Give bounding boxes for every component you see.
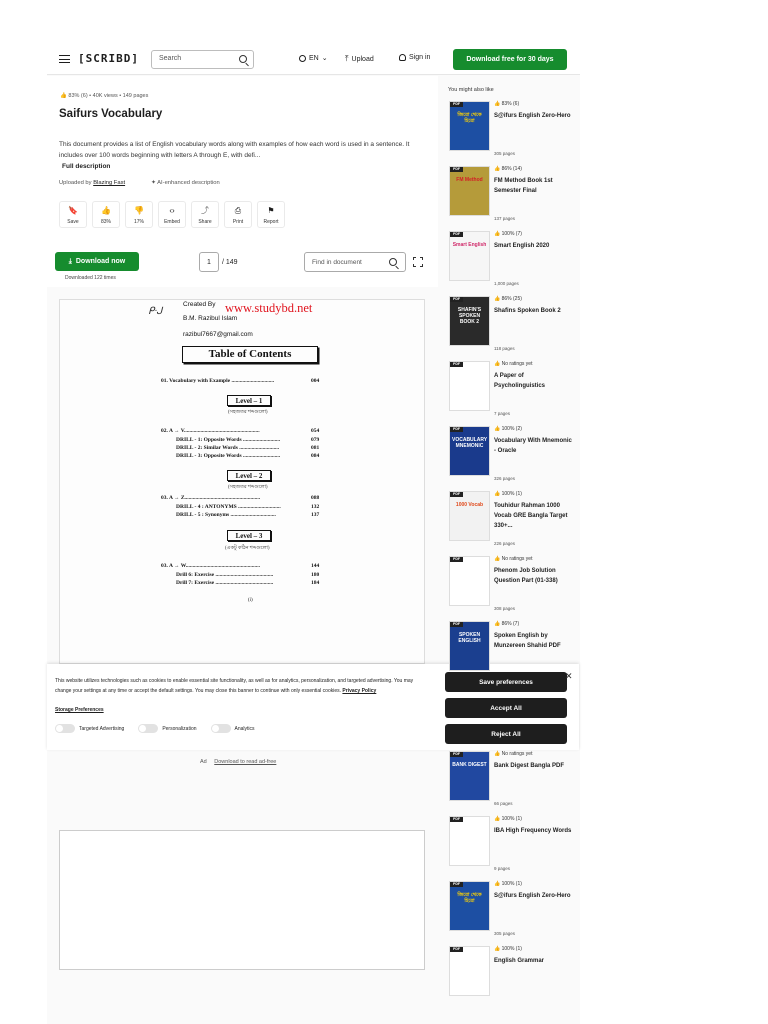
thumbnail-text: 1000 Vocab — [455, 502, 484, 508]
download-free-button[interactable]: Download free for 30 days — [453, 49, 567, 70]
related-document-title[interactable]: A Paper of Psycholinguistics — [494, 373, 546, 389]
download-count: Downloaded 122 times — [65, 275, 116, 281]
thumbs-up-icon: 👍 — [60, 93, 67, 99]
related-document-item[interactable] — [448, 621, 573, 683]
handwritten-scribble: ᑷᒍ — [148, 306, 163, 317]
search-icon[interactable] — [239, 55, 247, 63]
document-thumbnail[interactable] — [449, 556, 490, 606]
upload-label: Upload — [351, 55, 374, 63]
thumbnail-text: জিরো থেকে হিরো — [457, 112, 482, 124]
pdf-badge: PDF — [450, 622, 463, 627]
full-description-link[interactable]: Full description — [62, 163, 111, 170]
thumbs-up-icon: 👍 — [101, 206, 111, 215]
pdf-badge: PDF — [450, 557, 463, 562]
rating: 👍 100% (7) — [494, 231, 522, 237]
toggle-personalization[interactable] — [138, 724, 196, 733]
action-bar — [59, 201, 285, 228]
privacy-policy-link[interactable]: Privacy Policy — [342, 688, 377, 694]
bookmark-icon: 🔖 — [68, 206, 78, 215]
share-icon: ⤴ — [201, 206, 209, 215]
related-document-item[interactable] — [448, 361, 573, 423]
rating: 👍 No ratings yet — [494, 751, 533, 757]
rating: 👍 100% (1) — [494, 491, 522, 497]
rating: 👍 86% (25) — [494, 296, 522, 302]
thumbnail-text: VOCABULARY MNEMONIC — [452, 437, 488, 449]
search-input[interactable] — [151, 50, 254, 69]
download-now-button[interactable] — [55, 252, 139, 271]
document-thumbnail[interactable] — [449, 751, 490, 801]
toggle-targeted-advertising[interactable] — [55, 724, 124, 733]
sign-in-button[interactable] — [399, 54, 430, 61]
related-document-title[interactable]: S@ifurs English Zero-Hero — [494, 113, 571, 119]
print-button[interactable] — [224, 201, 252, 228]
language-selector[interactable] — [299, 54, 328, 62]
thumbs-up-icon: 👍 — [494, 426, 501, 432]
thumbs-up-icon: 👍 — [494, 556, 501, 562]
thumbs-up-icon: 👍 — [494, 816, 501, 822]
upload-icon: ⤒ — [345, 54, 349, 63]
cookie-toggles — [55, 724, 255, 733]
toc-entry: 03. A → W...................................................... 144 — [161, 563, 320, 569]
pdf-badge: PDF — [450, 102, 463, 107]
uploaded-by-label: Uploaded by — [59, 180, 92, 186]
document-thumbnail[interactable] — [449, 166, 490, 216]
thumbnail-text: জিরো থেকে হিরো — [457, 892, 482, 904]
related-document-item[interactable] — [448, 751, 573, 813]
cookie-message: This website utilizes technologies such as cookies to enable essential site functionality, as well as for analytics, personalization, and targeted advertising. You may change your settings at any time or accept the default settings. You may close this banner to continue with only essential cookies. — [55, 678, 414, 694]
search-icon[interactable] — [389, 258, 397, 266]
document-thumbnail[interactable] — [449, 101, 490, 151]
pdf-badge: PDF — [450, 947, 463, 952]
page-count: 137 pages — [494, 216, 516, 221]
embed-button[interactable] — [158, 201, 186, 228]
toggle-analytics[interactable] — [211, 724, 255, 733]
document-thumbnail[interactable] — [449, 426, 490, 476]
report-label: Report — [263, 219, 279, 225]
language-label: EN — [309, 54, 319, 62]
page-count: 326 pages — [494, 476, 516, 481]
page-number-input[interactable]: 1 — [199, 252, 219, 272]
chevron-down-icon: ⌄ — [321, 55, 328, 62]
related-document-item[interactable] — [448, 556, 573, 618]
thumbs-up-icon: 👍 — [494, 166, 501, 172]
pdf-badge: PDF — [450, 232, 463, 237]
rating: 👍 100% (1) — [494, 816, 522, 822]
rating: 👍 No ratings yet — [494, 361, 533, 367]
related-document-item[interactable] — [448, 231, 573, 293]
page-footer-number: (i) — [248, 598, 253, 603]
related-document-title[interactable]: FM Method Book 1st Semester Final — [494, 178, 553, 194]
related-document-item[interactable] — [448, 101, 573, 163]
cookie-text — [55, 676, 420, 696]
page-count: 226 pages — [494, 541, 516, 546]
toc-entry: 01. Vocabulary with Example ............................... 004 — [161, 378, 320, 384]
search-placeholder: Search — [159, 55, 182, 62]
document-thumbnail[interactable] — [449, 491, 490, 541]
level-3-box: Level – 3 — [227, 530, 271, 541]
level-2-box: Level – 2 — [227, 470, 271, 481]
related-document-item[interactable] — [448, 491, 573, 553]
flag-icon: ⚑ — [267, 206, 275, 215]
pdf-badge: PDF — [450, 752, 463, 757]
download-ad-free-link[interactable]: Download to read ad-free — [214, 759, 277, 765]
toggle-switch[interactable] — [211, 724, 231, 733]
author-name: B.M. Razibul Islam — [183, 315, 238, 322]
page-count: 305 pages — [494, 151, 516, 156]
created-by-label: Created By — [183, 301, 216, 308]
rating: 👍 100% (2) — [494, 426, 522, 432]
related-document-title[interactable]: Spoken English by Munzereen Shahid PDF — [494, 633, 561, 649]
toggle-label: Targeted Advertising — [79, 725, 125, 732]
pdf-badge: PDF — [450, 362, 463, 367]
document-title: Saifurs Vocabulary — [59, 108, 163, 120]
rating: 👍 86% (7) — [494, 621, 520, 627]
thumbs-down-icon: 👎 — [134, 206, 144, 215]
upload-button[interactable] — [345, 54, 374, 64]
thumbs-up-icon: 👍 — [494, 491, 501, 497]
print-icon: ⎙ — [234, 206, 242, 215]
pdf-badge: PDF — [450, 882, 463, 887]
embed-label: Embed — [164, 219, 180, 225]
thumbs-up-icon: 👍 — [494, 751, 501, 757]
menu-icon[interactable] — [59, 55, 70, 63]
close-icon[interactable]: ✕ — [565, 671, 573, 681]
save-button[interactable] — [59, 201, 87, 228]
level-note: (একটু কঠিন শব্দগুলো) — [225, 546, 270, 551]
document-header — [47, 76, 438, 287]
thumbs-up-icon: 👍 — [494, 231, 501, 237]
related-document-title[interactable]: Touhidur Rahman 1000 Vocab GRE Bangla Target 330+... — [494, 503, 568, 529]
rating: 👍 83% (6) — [494, 101, 520, 107]
level-1-box: Level – 1 — [227, 395, 271, 406]
top-navigation-bar — [47, 44, 580, 75]
page-count: 308 pages — [494, 606, 516, 611]
related-document-item[interactable] — [448, 426, 573, 488]
page-count: 9 pages — [494, 866, 511, 871]
document-thumbnail[interactable] — [449, 621, 490, 671]
thumbs-up-icon: 👍 — [494, 881, 501, 887]
dislike-button[interactable] — [125, 201, 153, 228]
thumbnail-text: Smart English — [452, 242, 487, 248]
toggle-switch[interactable] — [138, 724, 158, 733]
save-preferences-button[interactable]: Save preferences — [445, 672, 567, 692]
related-document-item[interactable] — [448, 816, 573, 878]
rating: 👍 No ratings yet — [494, 556, 533, 562]
sparkle-icon: ✦ — [151, 180, 156, 186]
toc-entry: Drill 7: Exercise .......................................... 184 — [176, 580, 320, 586]
pdf-badge: PDF — [450, 817, 463, 822]
ad-notice — [200, 759, 276, 765]
print-label: Print — [232, 219, 244, 225]
sign-in-label: Sign in — [409, 54, 431, 61]
related-document-title[interactable]: IBA High Frequency Words — [494, 828, 572, 834]
page-total: / 149 — [222, 259, 238, 266]
rating: 👍 100% (1) — [494, 881, 522, 887]
document-thumbnail[interactable] — [449, 361, 490, 411]
related-document-item[interactable] — [448, 881, 573, 943]
embed-icon: ‹› — [169, 206, 175, 215]
download-now-label: Download now — [75, 258, 126, 265]
thumbnail-text: FM Method — [456, 177, 483, 183]
thumbs-up-icon: 👍 — [494, 946, 501, 952]
document-description: This document provides a list of English vocabulary words along with examples of how each word is used in a sentence. It includes over 100 words beginning with letters A through E, with defi... — [59, 141, 410, 159]
ai-enhanced-description — [151, 180, 220, 186]
user-icon — [399, 54, 406, 61]
toc-entry: 03. A → Z....................................................... 088 — [161, 495, 320, 501]
related-document-item[interactable] — [448, 166, 573, 228]
thumbnail-text: BANK DIGEST — [452, 762, 487, 768]
sidebar-title: You might also like — [448, 87, 494, 93]
watermark-url: www.studybd.net — [225, 301, 313, 315]
author-email: razibul7667@gmail.com — [183, 331, 253, 338]
document-thumbnail[interactable] — [449, 231, 490, 281]
document-page — [59, 299, 425, 664]
toc-entry: DRILL - 5 : Synonyms ................................. 137 — [176, 512, 320, 518]
document-thumbnail[interactable] — [449, 296, 490, 346]
toc-entry: 02. A → V....................................................... 054 — [161, 428, 320, 434]
page-count: 1,000 pages — [494, 281, 519, 286]
ad-label: Ad — [200, 759, 207, 765]
download-icon: ⤓ — [68, 257, 72, 265]
thumbs-up-icon: 👍 — [494, 621, 501, 627]
storage-preferences-link[interactable]: Storage Preferences — [55, 707, 104, 713]
uploaded-by — [59, 180, 125, 186]
level-note: (সহজতর শব্দগুলো) — [228, 485, 268, 490]
like-percent: 83% — [100, 219, 111, 225]
globe-icon — [299, 55, 306, 62]
toc-entry: DRILL - 3: Opposite Words ........................... 084 — [176, 453, 320, 459]
save-label: Save — [67, 219, 79, 225]
page-count: 118 pages — [494, 346, 515, 351]
related-document-title[interactable]: Vocabulary With Mnemonic - Oracle — [494, 438, 572, 454]
meta-text: 83% (6) • 40K views • 149 pages — [68, 93, 149, 99]
document-thumbnail[interactable] — [449, 946, 490, 996]
find-in-document-input[interactable] — [304, 252, 406, 272]
toggle-switch[interactable] — [55, 724, 75, 733]
related-document-title[interactable]: Phenom Job Solution Question Part (01-338) — [494, 568, 558, 584]
related-document-item[interactable] — [448, 946, 573, 1008]
toggle-label: Analytics — [234, 725, 255, 732]
pdf-badge: PDF — [450, 427, 463, 432]
related-document-title[interactable]: Bank Digest Bangla PDF — [494, 763, 565, 769]
thumbnail-text: SHAFIN'S SPOKEN BOOK 2 — [457, 307, 482, 325]
page-count: 305 pages — [494, 931, 516, 936]
document-thumbnail[interactable] — [449, 816, 490, 866]
share-label: Share — [198, 219, 212, 225]
toc-entry: DRILL - 4 : ANTONYMS ............................... 132 — [176, 504, 320, 510]
document-meta — [60, 93, 148, 99]
toc-entry: DRILL - 2: Similar Words ............................. 081 — [176, 445, 320, 451]
related-document-item[interactable] — [448, 296, 573, 358]
rating: 👍 86% (14) — [494, 166, 522, 172]
related-document-title[interactable]: Shafins Spoken Book 2 — [494, 308, 561, 314]
page-count: 66 pages — [494, 801, 513, 806]
page-count: 7 pages — [494, 411, 511, 416]
rating: 👍 100% (1) — [494, 946, 522, 952]
thumbnail-text: SPOKEN ENGLISH — [458, 632, 481, 644]
ai-enhanced-label: AI-enhanced description — [157, 180, 220, 186]
dislike-percent: 17% — [133, 219, 144, 225]
thumbs-up-icon: 👍 — [494, 361, 501, 367]
pdf-badge: PDF — [450, 492, 463, 497]
document-page-2 — [59, 830, 425, 970]
pdf-badge: PDF — [450, 297, 463, 302]
toc-entry: DRILL - 1: Opposite Words ........................... 079 — [176, 437, 320, 443]
scribd-logo[interactable]: [SCRIBD] — [78, 52, 139, 65]
accept-all-button[interactable]: Accept All — [445, 698, 567, 718]
level-note: (সহজতর শব্দগুলো) — [228, 410, 268, 415]
pdf-badge: PDF — [450, 167, 463, 172]
report-button[interactable] — [257, 201, 285, 228]
thumbs-up-icon: 👍 — [494, 101, 501, 107]
toc-entry: Drill 6: Exercise .......................................... 180 — [176, 572, 320, 578]
related-document-title[interactable]: S@ifurs English Zero-Hero — [494, 893, 571, 899]
document-thumbnail[interactable] — [449, 881, 490, 931]
toc-title: Table of Contents — [182, 346, 318, 363]
like-button[interactable] — [92, 201, 120, 228]
related-document-title[interactable]: English Grammar — [494, 958, 545, 964]
find-placeholder: Find in document — [312, 259, 362, 266]
related-document-title[interactable]: Smart English 2020 — [494, 243, 550, 249]
share-button[interactable] — [191, 201, 219, 228]
uploader-link[interactable]: Blazing Fast — [93, 180, 126, 186]
reject-all-button[interactable]: Reject All — [445, 724, 567, 744]
thumbs-up-icon: 👍 — [494, 296, 501, 302]
fullscreen-icon[interactable] — [413, 257, 423, 267]
toggle-label: Personalization — [162, 725, 197, 732]
